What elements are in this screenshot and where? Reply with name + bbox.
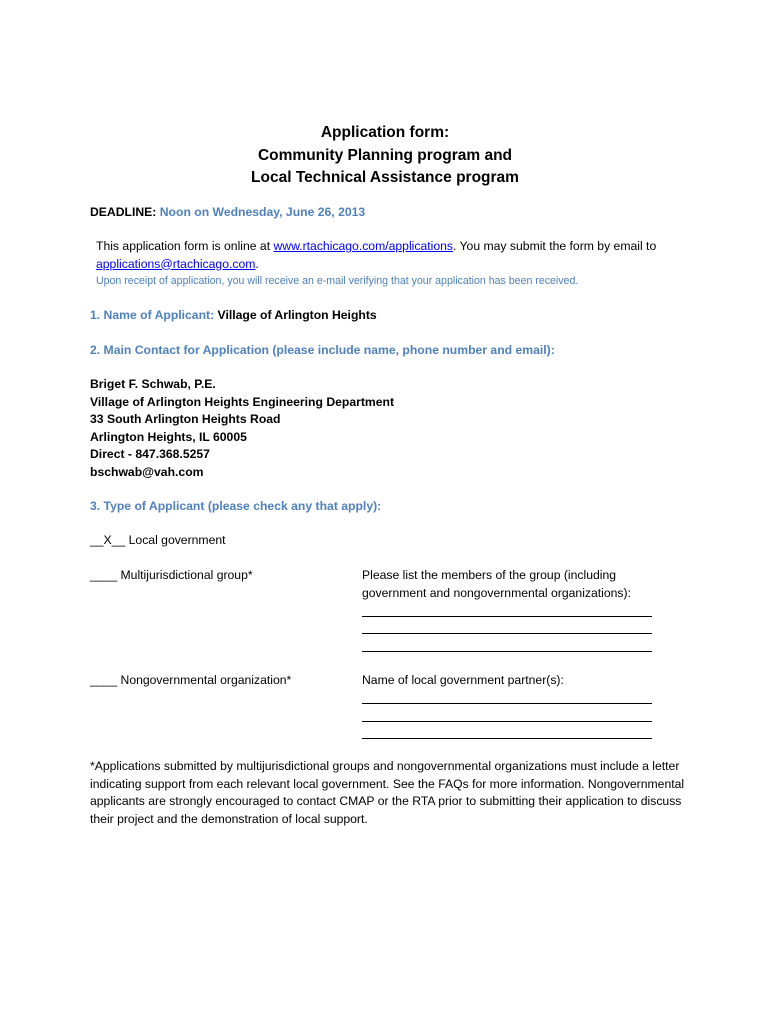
answer-line[interactable] [362, 602, 652, 620]
question-1 [90, 307, 377, 325]
intro-text-2: . You may submit the form by email to [453, 239, 657, 253]
partner-prompt: Name of local government partner(s): [362, 673, 564, 687]
contact-email: bschwab@vah.com [90, 464, 204, 479]
footnote: *Applications submitted by multijurisdictional groups and nongovernmental organizations must include a letter indicating support from each relevant local government. See the FAQs for more information. Nongovernmental applicants are strongly encouraged to contact CMAP or the RTA prior to submitting their application to discuss their project and the demonstration of local support. [90, 759, 685, 826]
question-2-label: 2. Main Contact for Application (please include name, phone number and email): [90, 343, 555, 357]
applications-email-link[interactable]: applications@rtachicago.com [96, 256, 256, 271]
deadline-label: DEADLINE: [90, 205, 157, 219]
group-members-prompt: Please list the members of the group (including government and nongovernmental organizations): [362, 568, 631, 600]
applications-url-link[interactable]: www.rtachicago.com/applications [273, 239, 453, 253]
option-2-mark: ____ [90, 568, 118, 582]
title-line-2: Community Planning program and [257, 146, 513, 164]
answer-line[interactable] [362, 725, 652, 743]
form-title [0, 122, 770, 190]
government-partner-field[interactable] [362, 672, 662, 742]
contact-block [90, 376, 394, 481]
question-1-label: 1. Name of Applicant: [90, 308, 215, 322]
answer-line[interactable] [362, 690, 652, 708]
receipt-notice: Upon receipt of application, you will receive an e-mail verifying that your application has been received. [96, 275, 579, 287]
applicant-type-multijurisdictional[interactable] [90, 567, 253, 585]
question-3-label: 3. Type of Applicant (please check any that apply): [90, 499, 382, 513]
deadline-value: Noon on Wednesday, June 26, 2013 [159, 205, 366, 219]
contact-street: 33 South Arlington Heights Road [90, 412, 281, 426]
option-1-mark: __X__ [90, 533, 126, 547]
contact-city: Arlington Heights, IL 60005 [90, 429, 247, 444]
option-2-label: Multijurisdictional group* [120, 568, 253, 582]
contact-phone: Direct - 847.368.5257 [90, 447, 210, 461]
group-members-field[interactable] [362, 567, 662, 655]
answer-line[interactable] [362, 707, 652, 725]
applicant-type-local-government[interactable] [90, 532, 226, 550]
option-3-label: Nongovernmental organization* [120, 673, 292, 687]
answer-line[interactable] [362, 620, 652, 638]
intro-text-1: This application form is online at [96, 239, 274, 253]
contact-department: Village of Arlington Heights Engineering Department [90, 394, 395, 409]
intro-paragraph [96, 238, 696, 273]
contact-name: Briget F. Schwab, P.E. [90, 377, 216, 391]
option-1-label: Local government [128, 533, 226, 547]
answer-line[interactable] [362, 637, 652, 655]
title-line-1: Application form: [320, 124, 450, 141]
applicant-type-nongovernmental[interactable] [90, 672, 291, 690]
title-line-3: Local Technical Assistance program [251, 169, 519, 186]
intro-text-3: . [255, 256, 259, 271]
applicant-name: Village of Arlington Heights [217, 308, 377, 322]
option-3-mark: ____ [90, 673, 118, 687]
deadline [90, 204, 365, 222]
